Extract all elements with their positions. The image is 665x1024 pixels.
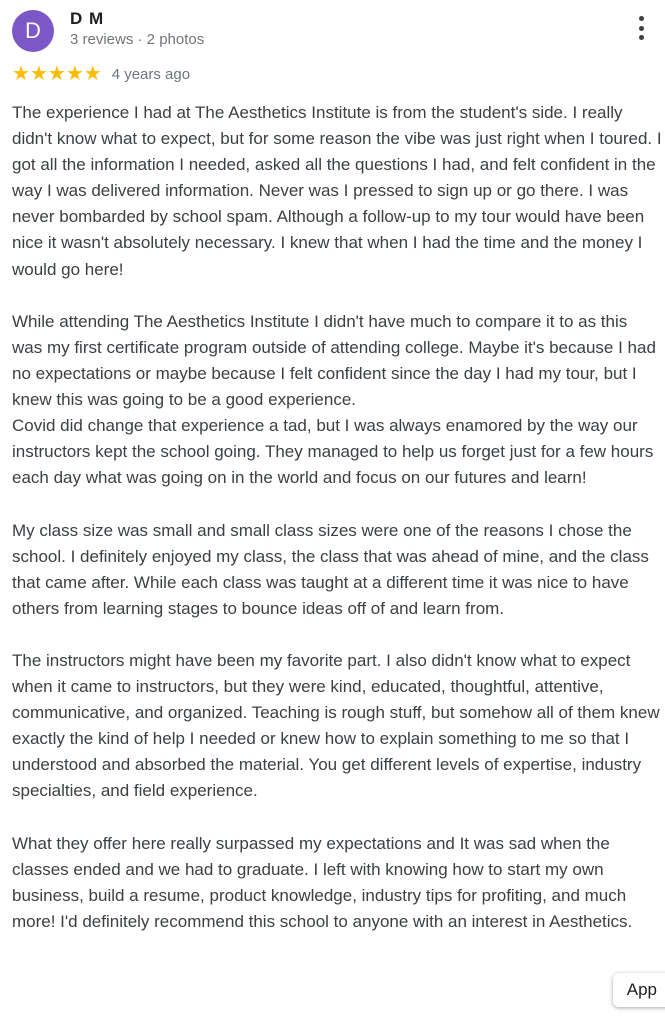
reviewer-avatar[interactable]: D xyxy=(12,10,54,52)
star-icon: ★ xyxy=(12,63,30,85)
review-paragraph: While attending The Aesthetics Institute I didn't have much to compare it to as this was my first certificate program outside of attending college. Maybe it's because I had no expectations or maybe because I felt confident since the day I had my tour, but I knew this was going to be a good experience. Covid did change that experience a tad, but I was always enamored by the way our instructors kept the school going. They managed to help us forget just for a few hours each day what was going on in the world and focus on our futures and learn! xyxy=(12,311,656,488)
kebab-dot xyxy=(639,35,644,40)
review-paragraph: What they offer here really surpassed my expectations and It was sad when the classes ended and we had to graduate. I left with knowing how to start my own business, build a resume, product knowledge, industry tips for profiting, and much more! I'd definitely recommend this school to anyone with an interest in Aesthetics. xyxy=(12,833,633,931)
star-icon: ★ xyxy=(83,63,102,85)
review-paragraph: My class size was small and small class sizes were one of the reasons I chose the school. I definitely enjoyed my class, the class that was ahead of mine, and the class that came after. While each class was taught at a different time it was nice to have others from learning stages to bounce ideas off of and learn from. xyxy=(12,520,649,618)
kebab-dot xyxy=(639,26,644,31)
rating-row xyxy=(12,64,190,84)
review-paragraph: The experience I had at The Aesthetics Institute is from the student's side. I really didn't know what to expect, but for some reason the vibe was just right when I toured. I got all the information I needed, asked all the questions I had, and felt confident in the way I was delivered information. Never was I pressed to sign up or go there. I was never bombarded by school spam. Although a follow-up to my tour would have been nice it wasn't absolutely necessary. I knew that when I had the time and the money I would go here! xyxy=(12,103,662,279)
star-icon: ★ xyxy=(65,63,84,85)
app-chip-button[interactable]: App xyxy=(613,973,665,1007)
review-time: 4 years ago xyxy=(111,65,191,83)
star-icon: ★ xyxy=(29,63,48,85)
kebab-dot xyxy=(639,16,644,21)
review-paragraph: The instructors might have been my favorite part. I also didn't know what to expect when it came to instructors, but they were kind, educated, thoughtful, attentive, communicative, and organized. Teaching is rough stuff, but somehow all of them knew exactly the kind of help I needed or knew how to explain something to me so that I understood and absorbed the material. You get different levels of expertise, industry specialties, and field experience. xyxy=(12,650,660,801)
reviewer-meta: 3 reviews · 2 photos xyxy=(70,31,205,48)
reviewer-name[interactable]: D M xyxy=(70,9,105,28)
star-icon: ★ xyxy=(47,63,66,85)
more-options-icon[interactable] xyxy=(631,14,651,42)
review-text xyxy=(12,100,662,961)
star-rating xyxy=(12,64,102,84)
